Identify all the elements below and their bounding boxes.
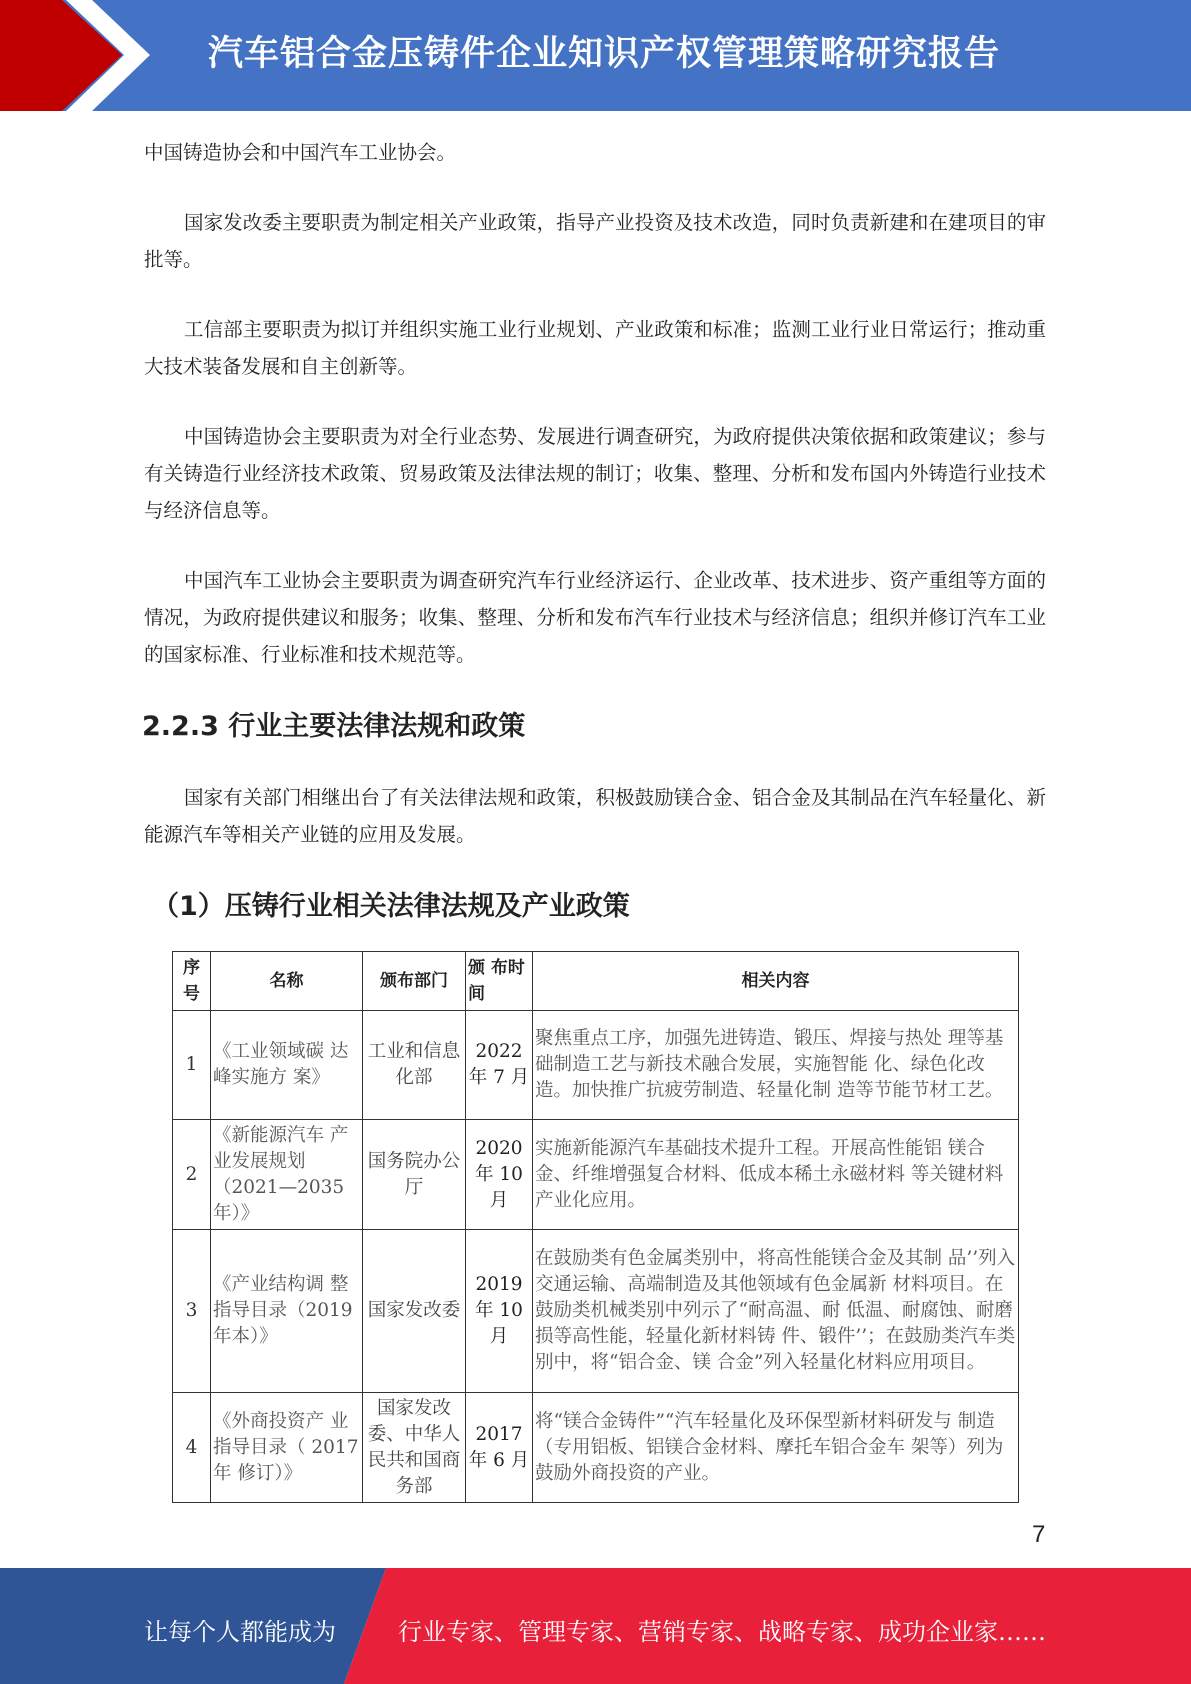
table-row: [173, 1393, 1019, 1503]
paragraph-auto-association: 中国汽车工业协会主要职责为调查研究汽车行业经济运行、企业改革、技术进步、资产重组等方面的情况，为政府提供建议和服务；收集、整理、分析和发布汽车行业技术与经济信息；组织并修订汽车工业的国家标准、行业标准和技术规范等。: [144, 569, 1046, 666]
header-content: 相关内容: [533, 952, 1019, 1011]
header-no: 序号: [173, 952, 211, 1011]
row-content: 实施新能源汽车基础技术提升工程。开展高性能铝 镁合金、纤维增强复合材料、低成本稀土永磁材料 等关键材料产业化应用。: [533, 1120, 1019, 1230]
table-row: [173, 1011, 1019, 1120]
subsection-heading: （1）压铸行业相关法律法规及产业政策: [152, 891, 630, 922]
row-content: 将“镁合金铸件”“汽车轻量化及环保型新材料研发与 制造（专用铝板、铝镁合金材料、摩托车铝合金车 架等）列为鼓励外商投资的产业。: [533, 1393, 1019, 1503]
row-dept: 国家发改委: [363, 1230, 466, 1393]
paragraph-continuation: 中国铸造协会和中国汽车工业协会。: [144, 141, 457, 164]
row-content: 聚焦重点工序，加强先进铸造、锻压、焊接与热处 理等基础制造工艺与新技术融合发展，实施智能 化、绿色化改造。加快推广抗疲劳制造、轻量化制 造等节能节材工艺。: [533, 1011, 1019, 1120]
footer-slogan-right: 行业专家、管理专家、营销专家、战略专家、成功企业家……: [398, 1618, 1046, 1646]
row-time: 2020年 10月: [466, 1120, 533, 1230]
footer-slogan-left: 让每个人都能成为: [144, 1618, 336, 1646]
row-no: 3: [173, 1230, 211, 1393]
page-footer: [0, 1568, 1191, 1684]
row-no: 1: [173, 1011, 211, 1120]
paragraph-foundry-association: 中国铸造协会主要职责为对全行业态势、发展进行调查研究，为政府提供决策依据和政策建议；参与有关铸造行业经济技术政策、贸易政策及法律法规的制订；收集、整理、分析和发布国内外铸造行业技术与经济信息等。: [144, 425, 1046, 522]
table-header-row: [173, 952, 1019, 1011]
section-heading: 2.2.3 行业主要法律法规和政策: [142, 711, 526, 742]
page-number: 7: [1032, 1521, 1046, 1548]
row-no: 2: [173, 1120, 211, 1230]
page-header: [0, 0, 1191, 111]
row-time: 2019年 10月: [466, 1230, 533, 1393]
paragraph-ndrc: 国家发改委主要职责为制定相关产业政策，指导产业投资及技术改造，同时负责新建和在建项目的审批等。: [144, 211, 1046, 271]
row-dept: 国务院办公厅: [363, 1120, 466, 1230]
section-intro: 国家有关部门相继出台了有关法律法规和政策，积极鼓励镁合金、铝合金及其制品在汽车轻量化、新能源汽车等相关产业链的应用及发展。: [144, 786, 1046, 846]
row-time: 2022年 7 月: [466, 1011, 533, 1120]
row-dept: 国家发改委、中华人民共和国商务部: [363, 1393, 466, 1503]
row-time: 2017年 6 月: [466, 1393, 533, 1503]
header-dept: 颁布部门: [363, 952, 466, 1011]
paragraph-miit: 工信部主要职责为拟订并组织实施工业行业规划、产业政策和标准；监测工业行业日常运行；推动重大技术装备发展和自主创新等。: [144, 318, 1046, 378]
header-name: 名称: [211, 952, 363, 1011]
policy-table: [172, 951, 1019, 1503]
row-name: 《新能源汽车 产业发展规划（2021—2035年）》: [211, 1120, 363, 1230]
row-name: 《工业领域碳 达峰实施方 案》: [211, 1011, 363, 1120]
row-no: 4: [173, 1393, 211, 1503]
row-content: 在鼓励类有色金属类别中，将高性能镁合金及其制 品’’列入交通运输、高端制造及其他领域有色金属新 材料项目。在鼓励类机械类别中列示了“耐高温、耐 低温、耐腐蚀、耐磨损等高性能，轻量化新材料铸 件、锻件’’；在鼓励类汽车类别中，将“铝合金、镁 合金”列入轻量化材料应用项目。: [533, 1230, 1019, 1393]
row-name: 《外商投资产 业指导目录（ 2017 年 修订）》: [211, 1393, 363, 1503]
report-title: 汽车铝合金压铸件企业知识产权管理策略研究报告: [208, 34, 1001, 74]
header-time: 颁 布时间: [466, 952, 533, 1011]
row-name: 《产业结构调 整指导目录（2019 年本）》: [211, 1230, 363, 1393]
row-dept: 工业和信息化部: [363, 1011, 466, 1120]
table-row: [173, 1230, 1019, 1393]
table-row: [173, 1120, 1019, 1230]
